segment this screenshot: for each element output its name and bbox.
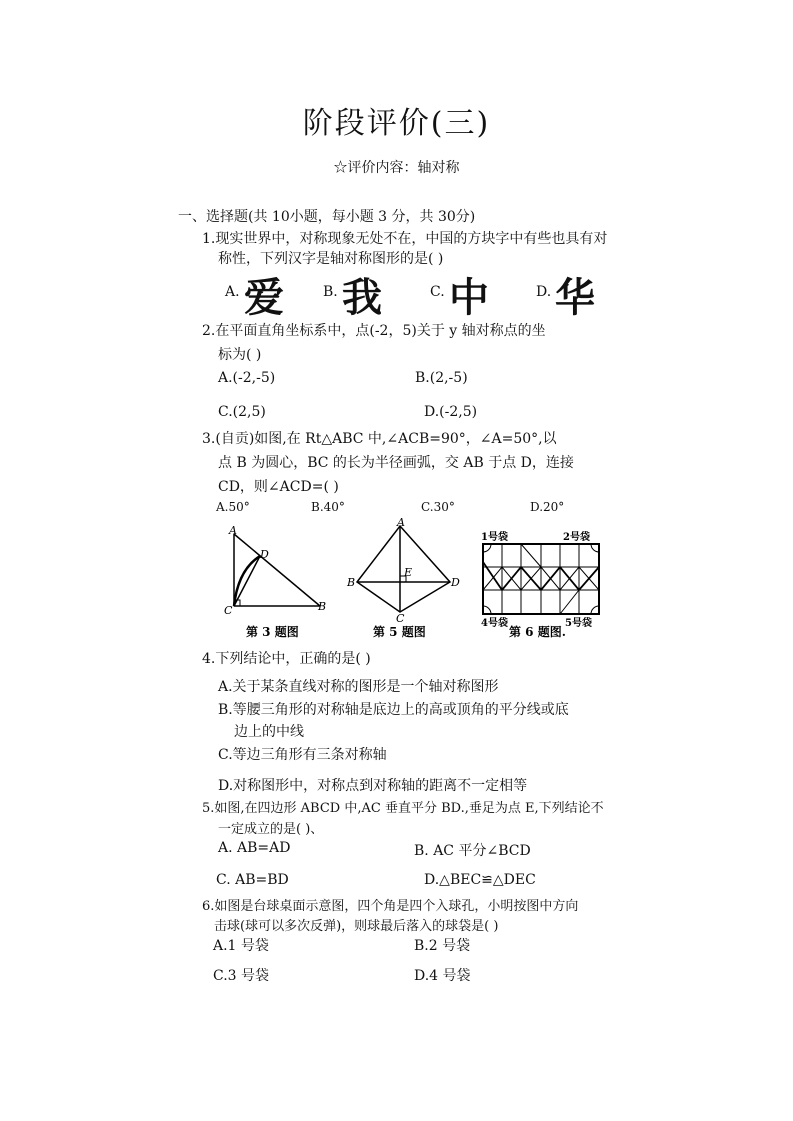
q3-line3: CD，则∠ACD=( ) <box>218 479 339 495</box>
fig3-label-a: A <box>229 524 237 537</box>
q1-line2: 称性，下列汉字是轴对称图形的是( ) <box>218 251 444 267</box>
fig5-label-b: B <box>347 576 356 589</box>
q1-option-c-letter: C. <box>430 284 445 300</box>
q1-option-d-letter: D. <box>536 284 552 300</box>
q1-option-b-letter: B. <box>323 284 338 300</box>
q2-option-c: C.(2,5) <box>218 404 266 420</box>
fig6-pocket-1: 1号袋 <box>481 532 508 543</box>
fig5-label-e: E <box>404 566 413 579</box>
q4-option-a: A.关于某条直线对称的图形是一个轴对称图形 <box>218 679 499 695</box>
q3-option-a: A.50° <box>216 500 250 514</box>
section-heading: 一、选择题(共 10小题，每小题 3 分，共 30分) <box>178 209 476 225</box>
fig6-pocket-5: 5号袋 <box>565 618 592 629</box>
q6-option-b: B.2 号袋 <box>414 938 471 954</box>
q5-option-c: C. AB=BD <box>216 872 289 888</box>
q1-line1: 1.现实世界中，对称现象无处不在，中国的方块字中有些也具有对 <box>202 231 608 247</box>
q1-option-d-char: 华 <box>555 275 595 321</box>
q5-line1: 5.如图,在四边形 ABCD 中,AC 垂直平分 BD.,垂足为点 E,下列结论不 <box>202 801 604 816</box>
fig3-label-d: D <box>260 548 269 561</box>
q1-option-a-letter: A. <box>225 284 240 300</box>
q6-option-d: D.4 号袋 <box>414 968 471 984</box>
q4-option-b-cont: 边上的中线 <box>234 724 304 740</box>
q6-line1: 6.如图是台球桌面示意图，四个角是四个入球孔，小明按图中方向 <box>202 899 579 914</box>
fig3-label-c: C <box>224 604 233 617</box>
q1-option-a-char: 爱 <box>244 275 284 321</box>
q4-option-b: B.等腰三角形的对称轴是底边上的高或顶角的平分线或底 <box>218 702 569 718</box>
q2-option-a: A.(-2,-5) <box>218 370 276 386</box>
q3-line1: 3.(自贡)如图,在 Rt△ABC 中,∠ACB=90°，∠A=50°,以 <box>202 431 557 447</box>
page-subtitle: ☆评价内容：轴对称 <box>333 160 460 176</box>
q4-option-d: D.对称图形中，对称点到对称轴的距离不一定相等 <box>218 778 528 794</box>
q6-option-a: A.1 号袋 <box>213 938 269 954</box>
fig6-caption: 第 6 题图. <box>509 625 566 639</box>
fig5-label-c: C <box>396 612 405 625</box>
q2-line2: 标为( ) <box>218 347 262 363</box>
fig3-caption: 第 3 题图 <box>246 625 299 639</box>
q4-line1: 4.下列结论中，正确的是( ) <box>202 651 371 667</box>
q3-line2: 点 B 为圆心，BC 的长为半径画弧，交 AB 于点 D，连接 <box>218 455 574 471</box>
q2-option-b: B.(2,-5) <box>415 370 468 386</box>
q1-option-c-char: 中 <box>449 275 489 321</box>
figure-6-diagram <box>475 528 605 642</box>
q3-option-c: C.30° <box>421 500 455 514</box>
figure-5-diagram <box>345 518 465 642</box>
fig6-pocket-4: 4号袋 <box>481 618 508 629</box>
q3-option-d: D.20° <box>530 500 565 514</box>
fig5-label-d: D <box>451 576 460 589</box>
page-title: 阶段评价(三) <box>302 106 491 141</box>
fig5-caption: 第 5 题图 <box>373 625 426 639</box>
fig5-label-a: A <box>397 518 405 529</box>
fig3-label-b: B <box>318 600 327 613</box>
q2-option-d: D.(-2,5) <box>424 404 478 420</box>
q5-option-d: D.△BEC≌△DEC <box>424 872 536 888</box>
q3-option-b: B.40° <box>311 500 345 514</box>
q4-option-c: C.等边三角形有三条对称轴 <box>218 747 387 763</box>
q2-line1: 2.在平面直角坐标系中，点(-2，5)关于 y 轴对称点的坐 <box>202 323 546 339</box>
figure-3-diagram <box>222 520 342 642</box>
q6-option-c: C.3 号袋 <box>213 968 270 984</box>
q5-option-a: A. AB=AD <box>218 840 291 856</box>
q5-option-b: B. AC 平分∠BCD <box>414 843 531 859</box>
q1-option-b-char: 我 <box>342 275 382 321</box>
q6-line2: 击球(球可以多次反弹)，则球最后落入的球袋是( ) <box>214 919 499 934</box>
fig6-pocket-2: 2号袋 <box>563 532 590 543</box>
q5-line2: 一定成立的是( )、 <box>218 822 324 837</box>
